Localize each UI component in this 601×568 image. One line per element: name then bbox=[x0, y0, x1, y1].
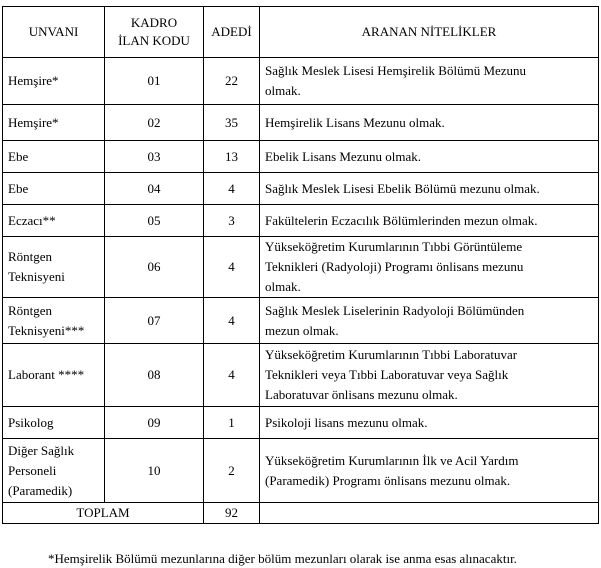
cell-count: 4 bbox=[204, 344, 260, 407]
cell-line: Fakültelerin Eczacılık Bölümlerinden mezun olmak. bbox=[265, 212, 538, 228]
header-requirements: ARANAN NİTELİKLER bbox=[260, 7, 599, 58]
cell-line: Psikolog bbox=[8, 414, 54, 430]
cell-line: Sağlık Meslek Lisesi Hemşirelik Bölümü Mezunu bbox=[265, 63, 527, 78]
cell-line: olmak. bbox=[265, 83, 301, 98]
cell-line: Laborant **** bbox=[8, 367, 85, 382]
cell-line: Ebelik Lisans Mezunu olmak. bbox=[265, 148, 421, 164]
cell-requirements bbox=[260, 298, 599, 344]
cell-line: Ebe bbox=[8, 148, 29, 164]
cell-line: Laboratuvar önlisans mezunu olmak. bbox=[265, 387, 458, 402]
cell-requirements bbox=[260, 205, 599, 237]
cell-line: Sağlık Meslek Lisesi Ebelik Bölümü mezunu olmak. bbox=[265, 180, 540, 196]
cell-code: 03 bbox=[105, 141, 204, 173]
cell-requirements bbox=[260, 58, 599, 105]
table-row bbox=[3, 439, 599, 503]
positions-table bbox=[2, 6, 599, 524]
table-row bbox=[3, 105, 599, 141]
header-count: ADEDİ bbox=[204, 7, 260, 58]
cell-code: 05 bbox=[105, 205, 204, 237]
cell-requirements bbox=[260, 105, 599, 141]
cell-title bbox=[3, 141, 105, 173]
cell-title bbox=[3, 105, 105, 141]
cell-line: Ebe bbox=[8, 180, 29, 196]
cell-line: Hemşire* bbox=[8, 114, 59, 130]
cell-line: Hemşirelik Lisans Mezunu olmak. bbox=[265, 114, 445, 130]
cell-title bbox=[3, 344, 105, 407]
cell-title bbox=[3, 407, 105, 439]
cell-line: (Paramedik) bbox=[8, 482, 73, 498]
cell-line: Psikoloji lisans mezunu olmak. bbox=[265, 414, 428, 430]
total-empty-cell bbox=[260, 503, 599, 524]
cell-count: 13 bbox=[204, 141, 260, 173]
table-row bbox=[3, 173, 599, 205]
cell-line: Hemşire* bbox=[8, 73, 59, 88]
cell-line: Röntgen bbox=[8, 302, 53, 318]
header-code: KADRO İLAN KODU bbox=[105, 7, 204, 58]
cell-line: Yükseköğretim Kurumlarının İlk ve Acil Yardım bbox=[265, 452, 519, 468]
cell-line: Teknisyeni*** bbox=[8, 322, 85, 338]
table-row bbox=[3, 237, 599, 298]
cell-code: 06 bbox=[105, 237, 204, 298]
footnote: *Hemşirelik Bölümü mezunlarına diğer bölüm mezunları olarak ise anma esas alınacaktır. bbox=[48, 551, 517, 566]
cell-code: 01 bbox=[105, 58, 204, 105]
cell-title bbox=[3, 173, 105, 205]
cell-count: 2 bbox=[204, 439, 260, 503]
cell-line: Diğer Sağlık bbox=[8, 442, 75, 458]
cell-code: 09 bbox=[105, 407, 204, 439]
cell-count: 35 bbox=[204, 105, 260, 141]
table-row bbox=[3, 205, 599, 237]
table-row bbox=[3, 407, 599, 439]
cell-line: Röntgen bbox=[8, 249, 53, 264]
cell-requirements bbox=[260, 141, 599, 173]
header-title: UNVANI bbox=[3, 7, 105, 58]
cell-requirements bbox=[260, 173, 599, 205]
table-header-row bbox=[3, 7, 599, 58]
cell-code: 10 bbox=[105, 439, 204, 503]
total-label: TOPLAM bbox=[3, 503, 204, 524]
cell-title bbox=[3, 58, 105, 105]
cell-count: 3 bbox=[204, 205, 260, 237]
cell-code: 02 bbox=[105, 105, 204, 141]
table-row bbox=[3, 298, 599, 344]
cell-title bbox=[3, 439, 105, 503]
cell-count: 4 bbox=[204, 298, 260, 344]
cell-line: Teknisyeni bbox=[8, 269, 65, 284]
cell-line: Sağlık Meslek Liselerinin Radyoloji Bölümünden bbox=[265, 302, 525, 318]
cell-title bbox=[3, 205, 105, 237]
cell-count: 1 bbox=[204, 407, 260, 439]
cell-line: (Paramedik) Programı önlisans mezunu olmak. bbox=[265, 472, 511, 488]
table-row bbox=[3, 58, 599, 105]
total-row bbox=[3, 503, 599, 524]
cell-line: mezun olmak. bbox=[265, 322, 339, 338]
cell-line: olmak. bbox=[265, 279, 301, 294]
cell-requirements bbox=[260, 237, 599, 298]
cell-title bbox=[3, 237, 105, 298]
cell-line: Eczacı** bbox=[8, 212, 56, 228]
cell-requirements bbox=[260, 439, 599, 503]
cell-count: 22 bbox=[204, 58, 260, 105]
cell-line: Yükseköğretim Kurumlarının Tıbbi Görüntüleme bbox=[265, 239, 523, 254]
cell-code: 04 bbox=[105, 173, 204, 205]
cell-line: Teknikleri veya Tıbbi Laboratuvar veya Sağlık bbox=[265, 367, 509, 382]
table-row bbox=[3, 344, 599, 407]
cell-requirements bbox=[260, 344, 599, 407]
cell-count: 4 bbox=[204, 237, 260, 298]
cell-requirements bbox=[260, 407, 599, 439]
cell-title bbox=[3, 298, 105, 344]
total-count: 92 bbox=[204, 503, 260, 524]
cell-code: 07 bbox=[105, 298, 204, 344]
cell-line: Personeli bbox=[8, 462, 57, 478]
cell-line: Yükseköğretim Kurumlarının Tıbbi Laboratuvar bbox=[265, 347, 518, 362]
cell-code: 08 bbox=[105, 344, 204, 407]
cell-count: 4 bbox=[204, 173, 260, 205]
cell-line: Teknikleri (Radyoloji) Programı önlisans mezunu bbox=[265, 259, 524, 274]
table-row bbox=[3, 141, 599, 173]
